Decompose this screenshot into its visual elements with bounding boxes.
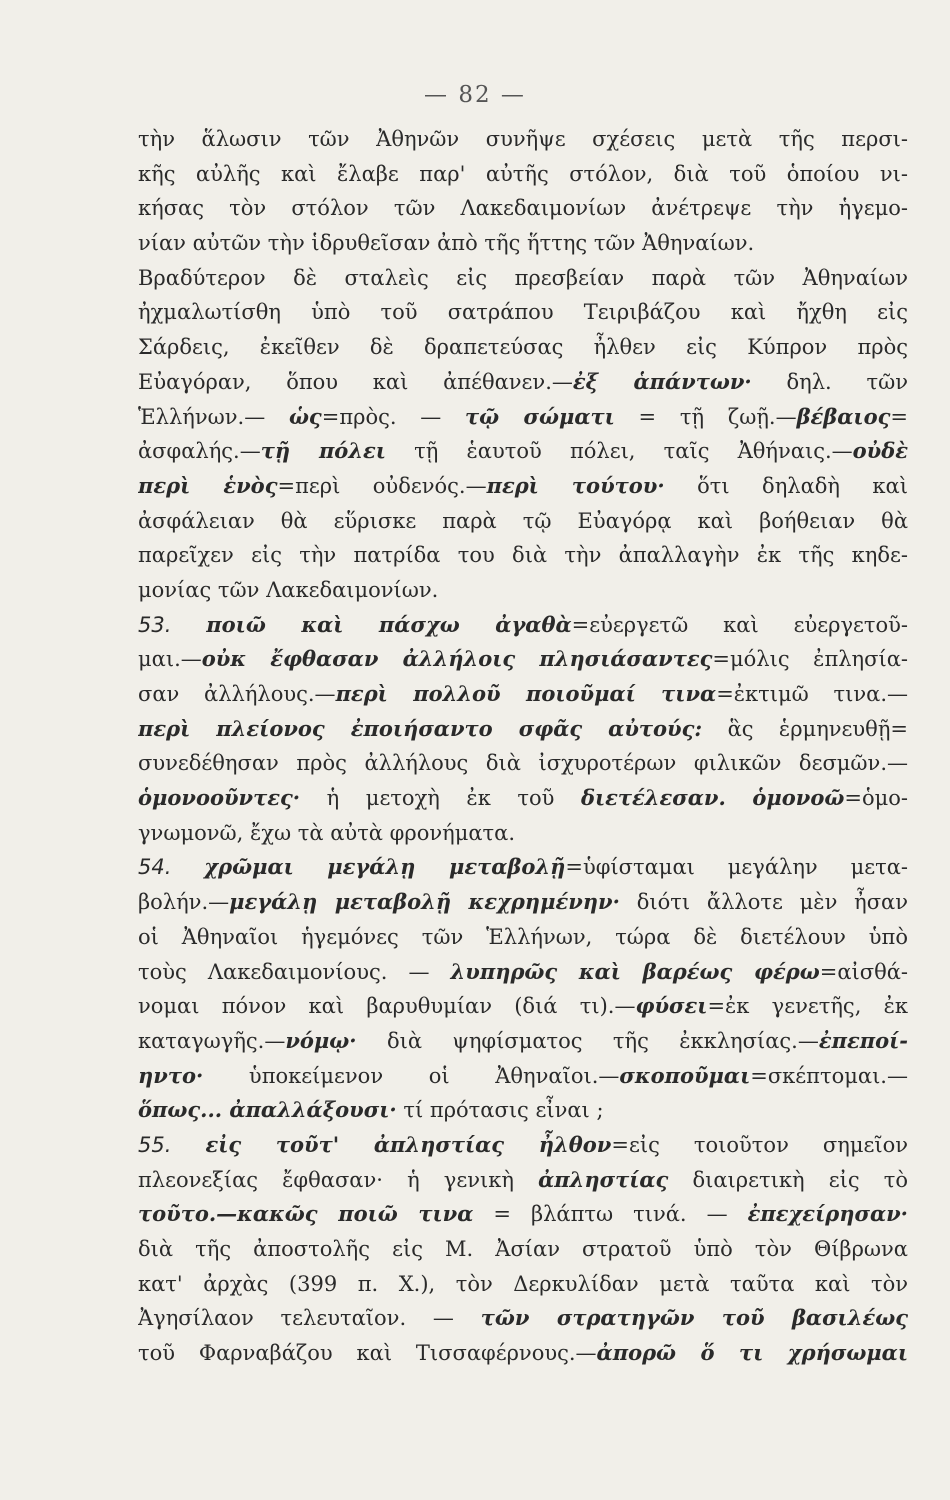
headword: ἀπορῶ ὅ τι χρήσωμαι bbox=[596, 1340, 908, 1366]
text-segment: =ἐκτιμῶ τινα.— bbox=[716, 682, 908, 706]
text-segment: κατ' ἀρχὰς (399 π. Χ.), τὸν Δερκυλίδαν μετὰ ταῦτα καὶ τὸν bbox=[138, 1271, 908, 1296]
text-line bbox=[138, 816, 908, 851]
headword: περὶ πλείονος ἐποιήσαντο σφᾶς αὐτούς: bbox=[138, 715, 703, 741]
text-segment: ἀσφάλειαν θὰ εὕρισκε παρὰ τῷ Εὐαγόρᾳ καὶ βοήθειαν θὰ bbox=[138, 508, 908, 533]
headword: βέβαιος bbox=[796, 403, 891, 429]
headword: τοῦτο.— bbox=[138, 1201, 238, 1227]
headword: οὐδὲ bbox=[852, 438, 908, 464]
text-line bbox=[138, 1267, 908, 1302]
headword: μεγάλῃ μεταβολῇ κεχρημένην· bbox=[229, 889, 620, 915]
headword: ὡς bbox=[288, 403, 322, 429]
headword: περὶ ἑνὸς bbox=[138, 472, 278, 498]
text-line bbox=[138, 469, 908, 504]
text-segment: μονίας τῶν Λακεδαιμονίων. bbox=[138, 577, 439, 602]
text-line bbox=[138, 1128, 908, 1163]
text-line bbox=[138, 573, 908, 608]
headword: διετέλεσαν. bbox=[580, 785, 726, 811]
text-line bbox=[138, 850, 908, 885]
headword: ηντο· bbox=[138, 1062, 204, 1088]
text-line bbox=[138, 400, 908, 435]
text-segment: νομαι πόνον καὶ βαρυθυμίαν (διά τι).— bbox=[138, 994, 636, 1019]
text-segment: Εὐαγόραν, ὅπου καὶ ἀπέθανεν.— bbox=[138, 369, 573, 394]
text-segment: πλεονεξίας ἔφθασαν· ἡ γενικὴ bbox=[138, 1167, 539, 1192]
text-line bbox=[138, 122, 908, 157]
text-segment: βολήν.— bbox=[138, 890, 230, 915]
headword: ποιῶ καὶ πάσχω ἀγαθὰ bbox=[206, 611, 572, 637]
text-segment: =ἐκ γενετῆς, ἐκ bbox=[707, 994, 908, 1019]
text-line bbox=[138, 746, 908, 781]
section-number: 54. bbox=[138, 855, 205, 880]
text-line bbox=[138, 642, 908, 677]
text-segment: = bbox=[890, 404, 908, 429]
headword: ὁμονοοῦντες· bbox=[138, 785, 301, 811]
headword: ἐπεποί- bbox=[818, 1027, 908, 1053]
headword: σκοποῦμαι bbox=[619, 1062, 751, 1088]
text-line bbox=[138, 989, 908, 1024]
text-segment: συνεδέθησαν πρὸς ἀλλήλους διὰ ἰσχυροτέρων φιλικῶν δεσμῶν.— bbox=[138, 751, 908, 776]
text-segment: =εὐεργετῶ καὶ εὐεργετοῦ- bbox=[571, 612, 908, 637]
text-line bbox=[138, 226, 908, 261]
text-segment: = τῇ ζωῇ.— bbox=[614, 404, 797, 429]
text-segment: σαν ἀλλήλους.— bbox=[138, 682, 336, 706]
text-line bbox=[138, 1301, 908, 1336]
headword: χρῶμαι μεγάλῃ μεταβολῇ bbox=[204, 854, 566, 880]
text-segment: γνωμονῶ, ἔχω τὰ αὐτὰ φρονήματα. bbox=[138, 820, 516, 845]
text-line bbox=[138, 295, 908, 330]
text-segment: τῇ ἑαυτοῦ πόλει, ταῖς Ἀθήναις.— bbox=[385, 439, 853, 464]
text-segment: =ὑφίσταμαι μεγάλην μετα- bbox=[565, 855, 908, 880]
text-segment: =ὁμο- bbox=[844, 786, 908, 811]
text-line bbox=[138, 677, 908, 712]
headword: τῇ πόλει bbox=[260, 438, 386, 464]
headword: ἐξ ἁπάντων· bbox=[572, 368, 752, 394]
text-line bbox=[138, 885, 908, 920]
text-segment: =εἰς τοιοῦτον σημεῖον bbox=[611, 1132, 908, 1157]
text-segment: =μόλις ἐπλησία- bbox=[712, 647, 908, 672]
text-segment: Βραδύτερον δὲ σταλεὶς εἰς πρεσβείαν παρὰ τῶν Ἀθηναίων bbox=[138, 265, 908, 290]
section-number: 55. bbox=[138, 1132, 206, 1157]
text-line bbox=[138, 330, 908, 365]
headword: τῶν στρατηγῶν τοῦ βασιλέως bbox=[480, 1305, 908, 1331]
headword: ἀπληστίας bbox=[538, 1166, 669, 1192]
text-line bbox=[138, 1059, 908, 1094]
text-segment: καταγωγῆς.— bbox=[138, 1028, 286, 1053]
text-line bbox=[138, 1232, 908, 1267]
text-segment: διότι ἄλλοτε μὲν ἦσαν bbox=[619, 890, 908, 915]
text-line bbox=[138, 434, 908, 469]
text-segment: διὰ ψηφίσματος τῆς ἐκκλησίας.— bbox=[356, 1028, 819, 1053]
text-line bbox=[138, 1093, 908, 1128]
page-number: — 82 — bbox=[424, 82, 526, 108]
text-segment: κῆς αὐλῆς καὶ ἔλαβε παρ' αὐτῆς στόλον, διὰ τοῦ ὁποίου νι- bbox=[138, 161, 908, 186]
text-segment: =σκέπτομαι.— bbox=[750, 1063, 908, 1088]
text-segment: τί πρότασις εἶναι ; bbox=[396, 1098, 604, 1123]
text-segment: τοὺς Λακεδαιμονίους. — bbox=[138, 959, 451, 984]
text-segment: Ἀγησίλαον τελευταῖον. — bbox=[138, 1306, 481, 1331]
headword: φύσει bbox=[635, 993, 708, 1019]
headword: εἰς τοῦτ' ἀπληστίας ἦλθον bbox=[205, 1131, 612, 1157]
body-text bbox=[138, 122, 908, 1371]
text-line bbox=[138, 504, 908, 539]
text-segment: μαι.— bbox=[138, 647, 202, 672]
text-segment: διὰ τῆς ἀποστολῆς εἰς Μ. Ἀσίαν στρατοῦ ὑπὸ τὸν Θίβρωνα bbox=[138, 1237, 908, 1261]
text-segment: κήσας τὸν στόλον τῶν Λακεδαιμονίων ἀνέτρεψε τὴν ἡγεμο- bbox=[138, 196, 908, 221]
text-line bbox=[138, 608, 908, 643]
text-segment: ἃς ἑρμηνευθῇ= bbox=[702, 716, 908, 741]
text-segment: δηλ. τῶν bbox=[751, 369, 908, 394]
text-line bbox=[138, 1197, 908, 1232]
headword: τῷ σώματι bbox=[465, 403, 615, 429]
headword: κακῶς ποιῶ τινα bbox=[237, 1201, 474, 1227]
text-segment: =πρὸς. — bbox=[321, 404, 466, 429]
text-line bbox=[138, 538, 908, 573]
text-segment: ἡ μετοχὴ ἐκ τοῦ bbox=[300, 786, 581, 811]
text-segment: οἱ Ἀθηναῖοι ἡγεμόνες τῶν Ἑλλήνων, τώρα δὲ διετέλουν ὑπὸ bbox=[138, 924, 908, 949]
text-segment: παρεῖχεν εἰς τὴν πατρίδα του διὰ τὴν ἀπαλλαγὴν ἐκ τῆς κηδε- bbox=[138, 543, 908, 568]
text-line bbox=[138, 955, 908, 990]
text-segment: νίαν αὐτῶν τὴν ἱδρυθεῖσαν ἀπὸ τῆς ἥττης τῶν Ἀθηναίων. bbox=[138, 231, 755, 256]
headword: ὅπως... ἀπαλλάξουσι· bbox=[138, 1097, 397, 1123]
text-segment bbox=[726, 786, 753, 810]
headword: οὐκ ἔφθασαν ἀλλήλοις πλησιάσαντες bbox=[201, 646, 713, 672]
text-segment: Σάρδεις, ἐκεῖθεν δὲ δραπετεύσας ἦλθεν εἰς Κύπρον πρὸς bbox=[138, 335, 908, 360]
text-line bbox=[138, 1163, 908, 1198]
text-segment: τὴν ἅλωσιν τῶν Ἀθηνῶν συνῆψε σχέσεις μετὰ τῆς περσι- bbox=[138, 127, 908, 151]
text-segment: =περὶ οὐδενός.— bbox=[277, 473, 487, 498]
text-line bbox=[138, 157, 908, 192]
text-segment: Ἑλλήνων.— bbox=[138, 404, 289, 429]
text-segment: ἠχμαλωτίσθη ὑπὸ τοῦ σατράπου Τειριβάζου καὶ ἤχθη εἰς bbox=[138, 300, 908, 325]
text-segment: =αἰσθά- bbox=[819, 959, 908, 984]
headword: περὶ τούτου· bbox=[486, 472, 665, 498]
text-line bbox=[138, 1336, 908, 1371]
text-segment: τοῦ Φαρναβάζου καὶ Τισσαφέρνους.— bbox=[138, 1341, 597, 1366]
text-segment: διαιρετικὴ εἰς τὸ bbox=[668, 1167, 908, 1192]
text-line bbox=[138, 261, 908, 296]
text-line bbox=[138, 1024, 908, 1059]
headword: ὁμονοῶ bbox=[752, 785, 845, 811]
headword: νόμῳ· bbox=[285, 1027, 357, 1053]
headword: ἐπεχείρησαν· bbox=[747, 1201, 908, 1227]
text-segment: ὑποκείμενον οἱ Ἀθηναῖοι.— bbox=[203, 1063, 620, 1088]
text-segment: = βλάπτω τινά. — bbox=[473, 1202, 748, 1227]
text-line bbox=[138, 920, 908, 955]
text-segment: ἀσφαλής.— bbox=[138, 439, 261, 464]
text-segment: ὅτι δηλαδὴ καὶ bbox=[664, 473, 908, 498]
text-line bbox=[138, 712, 908, 747]
text-line bbox=[138, 781, 908, 816]
headword: περὶ πολλοῦ ποιοῦμαί τινα bbox=[335, 681, 717, 706]
headword: λυπηρῶς καὶ βαρέως φέρω bbox=[450, 958, 820, 984]
section-number: 53. bbox=[138, 612, 207, 637]
text-line bbox=[138, 191, 908, 226]
text-line bbox=[138, 365, 908, 400]
